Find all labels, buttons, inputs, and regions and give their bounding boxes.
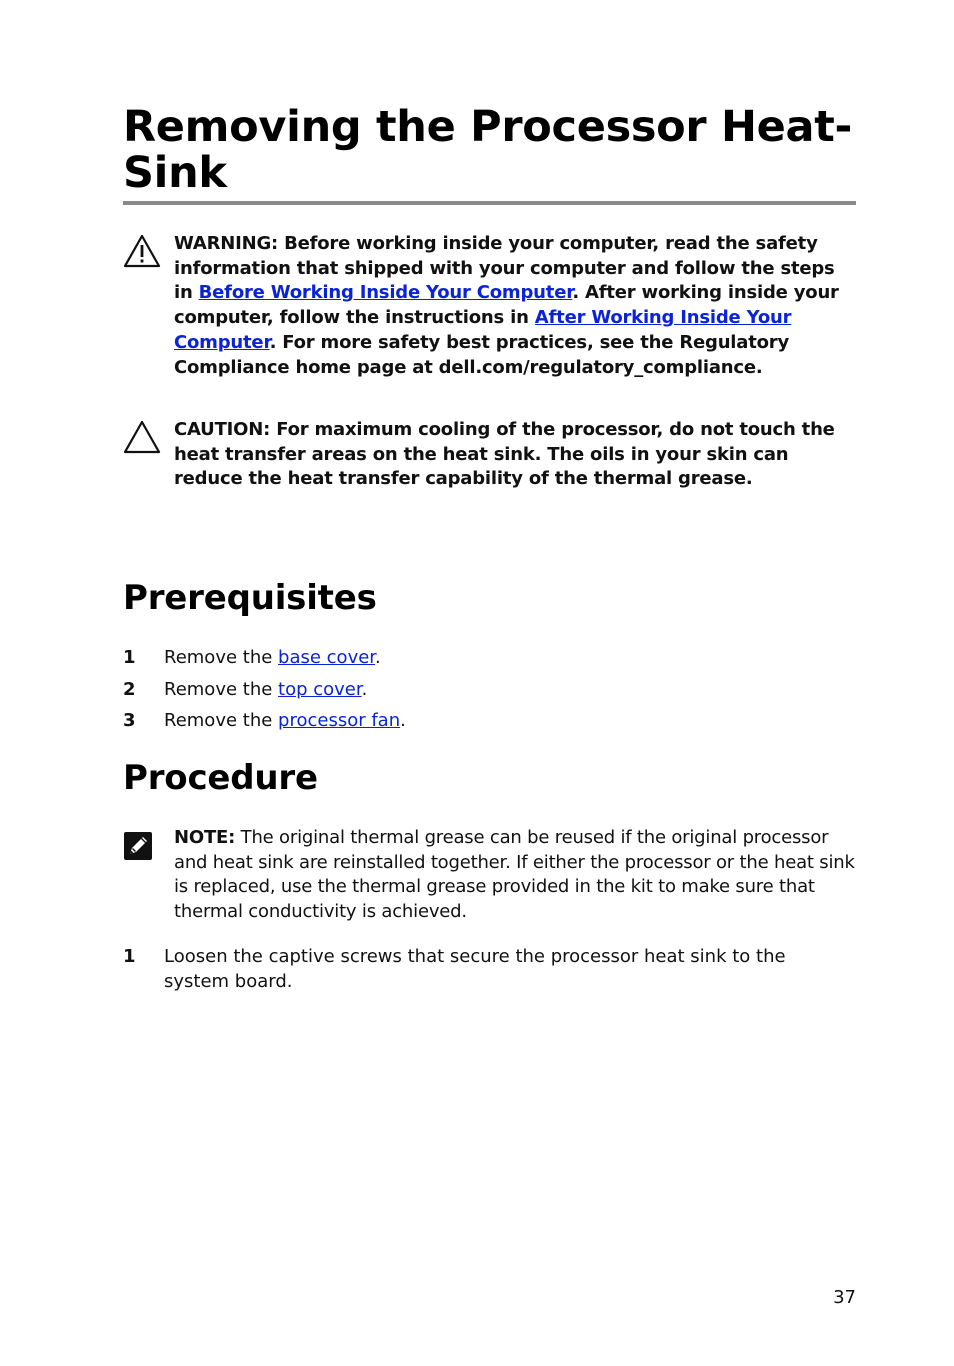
title-divider <box>123 201 856 205</box>
page-title: Removing the Processor Heat-Sink <box>123 102 853 198</box>
step-text: Loosen the captive screws that secure the processor heat sink to the system board. <box>164 946 786 992</box>
processor-fan-link[interactable]: processor fan <box>278 710 401 731</box>
warning-triangle-icon <box>123 234 161 268</box>
page-number: 37 <box>833 1287 856 1308</box>
warning-text-part: WARNING: Before working inside your computer, read the safety information that shipped with your computer and follow the steps in <box>174 233 835 304</box>
step-number: 3 <box>123 710 136 731</box>
note-label: NOTE: <box>174 827 236 848</box>
note-pencil-icon <box>123 831 153 861</box>
after-working-link[interactable]: After Working Inside Your Computer <box>174 307 792 353</box>
step-number: 1 <box>123 647 136 668</box>
step-text: . <box>375 647 381 668</box>
step-text: Remove the <box>164 647 279 668</box>
caution-text: CAUTION: For maximum cooling of the processor, do not touch the heat transfer areas on the heat sink. The oils in your skin can reduce the heat transfer capability of the thermal grease. <box>174 419 835 490</box>
before-working-link[interactable]: Before Working Inside Your Computer <box>198 282 573 304</box>
procedure-heading: Procedure <box>123 758 318 798</box>
note-text <box>174 826 856 925</box>
step-number: 1 <box>123 946 136 967</box>
warning-text-part: . For more safety best practices, see the Regulatory Compliance home page at dell.com/regulatory_compliance. <box>174 331 790 378</box>
warning-text <box>174 232 856 380</box>
caution-triangle-icon <box>123 420 161 454</box>
step-number: 2 <box>123 679 136 700</box>
warning-text-part: . After working inside your computer, follow the instructions in <box>174 282 839 329</box>
step-text: . <box>361 679 368 700</box>
base-cover-link[interactable]: base cover <box>278 647 376 668</box>
top-cover-link[interactable]: top cover <box>278 679 362 700</box>
note-body: The original thermal grease can be reused if the original processor and heat sink are reinstalled together. If either the processor or the heat sink is replaced, use the thermal grease provided in the kit to make sure that thermal conductivity is achieved. <box>174 827 855 923</box>
step-text: Remove the <box>164 679 279 700</box>
step-text: . <box>400 710 406 731</box>
step-text: Remove the <box>164 710 279 731</box>
prerequisites-heading: Prerequisites <box>123 578 377 618</box>
